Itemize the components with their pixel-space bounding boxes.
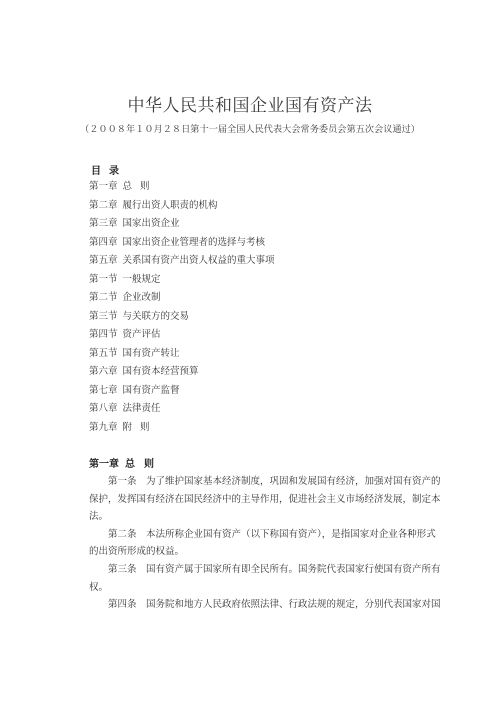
article-paragraph (89, 526, 444, 561)
toc-item-number: 第三节 (89, 310, 118, 322)
toc-item-label: 总则 (122, 181, 158, 192)
toc-item-label: 附则 (122, 421, 158, 433)
toc-item-number: 第三章 (89, 218, 118, 229)
table-of-contents (89, 178, 275, 437)
toc-item (89, 289, 275, 308)
toc-item-label: 企业改制 (122, 292, 161, 303)
toc-item (89, 252, 275, 271)
toc-item-label: 国有资产转让 (122, 347, 180, 359)
article-list (89, 473, 444, 614)
toc-item-number: 第二章 (89, 199, 118, 211)
toc-item-number: 第四章 (89, 236, 118, 248)
chapter-heading (89, 455, 163, 470)
toc-item (89, 326, 275, 345)
article-line: 法。 (89, 511, 109, 523)
chapter-number: 第一章 (89, 459, 119, 470)
article-line: 第一条 为了维护国家基本经济制度，巩固和发展国有经济，加强对国有资产的 (89, 476, 441, 487)
toc-item-number: 第五章 (89, 255, 118, 266)
toc-item (89, 345, 275, 364)
toc-item-label: 国有资本经营预算 (122, 366, 199, 377)
article-paragraph (89, 596, 444, 614)
toc-item-number: 第八章 (89, 403, 118, 414)
toc-item-label: 与关联方的交易 (122, 310, 190, 322)
toc-item-number: 第四节 (89, 329, 118, 340)
toc-item-label: 资产评估 (122, 329, 161, 340)
toc-item-label: 国家出资企业 (122, 218, 180, 229)
toc-item (89, 271, 275, 290)
article-paragraph (89, 473, 444, 526)
toc-item-label: 履行出资人职责的机构 (122, 199, 218, 211)
toc-item-label: 国家出资企业管理者的选择与考核 (122, 236, 266, 248)
toc-item-label: 国有资产监督 (122, 384, 180, 396)
toc-item-label: 一般规定 (122, 273, 161, 285)
toc-item-number: 第二节 (89, 292, 118, 303)
article-line: 保护，发挥国有经济在国民经济中的主导作用，促进社会主义市场经济发展，制定本 (89, 493, 441, 505)
toc-item (89, 234, 275, 253)
document-subtitle: （２００８年１０月２８日第十一届全国人民代表大会常务委员会第五次会议通过） (80, 124, 420, 135)
toc-item-number: 第五节 (89, 347, 118, 359)
toc-item (89, 363, 275, 382)
article-paragraph (89, 561, 444, 596)
toc-item-number: 第六章 (89, 366, 118, 377)
toc-item (89, 400, 275, 419)
toc-item-label: 法律责任 (122, 403, 161, 414)
document-title: 中华人民共和国企业国有资产法 (127, 96, 373, 116)
toc-item (89, 308, 275, 327)
chapter-name: 总则 (125, 459, 163, 470)
article-line: 的出资所形成的权益。 (89, 546, 185, 558)
article-line: 第三条 国有资产属于国家所有即全民所有。国务院代表国家行使国有资产所有 (89, 563, 441, 575)
article-line: 权。 (89, 581, 109, 593)
toc-item (89, 382, 275, 401)
toc-item (89, 419, 275, 438)
toc-item (89, 215, 275, 234)
toc-item-number: 第一节 (89, 273, 118, 285)
toc-item-number: 第九章 (89, 421, 118, 433)
toc-item (89, 197, 275, 216)
article-line: 第二条 本法所称企业国有资产（以下称国有资产），是指国家对企业各种形式 (89, 528, 436, 540)
toc-item-number: 第一章 (89, 181, 118, 192)
toc-item (89, 178, 275, 197)
toc-item-number: 第七章 (89, 384, 118, 396)
toc-item-label: 关系国有资产出资人权益的重大事项 (122, 255, 275, 266)
toc-heading: 目录 (91, 166, 127, 177)
article-line: 第四条 国务院和地方人民政府依照法律、行政法规的规定，分别代表国家对国 (89, 599, 441, 611)
